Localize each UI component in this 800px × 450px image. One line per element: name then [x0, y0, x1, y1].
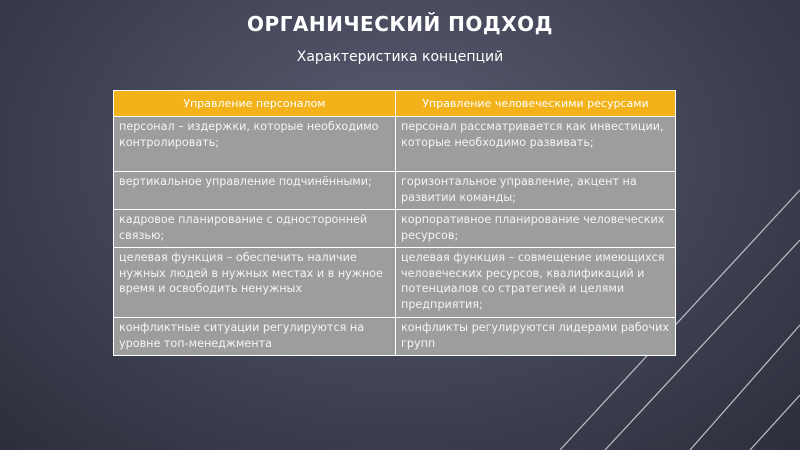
table-cell: персонал – издержки, которые необходимо контролировать;	[114, 117, 396, 172]
slide-subtitle: Характеристика концепций	[296, 49, 504, 65]
table-row	[114, 210, 676, 248]
table-cell: вертикальное управление подчинёнными;	[114, 172, 396, 210]
header-personnel-management: Управление персоналом	[114, 91, 396, 117]
table-cell: горизонтальное управление, акцент на развитии команды;	[396, 172, 676, 210]
table-cell: целевая функция – совмещение имеющихся человеческих ресурсов, квалификаций и потенциалов со стратегией и целями предприятия;	[396, 248, 676, 318]
table-row	[114, 248, 676, 318]
table-header-row	[114, 91, 676, 117]
table-row	[114, 172, 676, 210]
table-cell: персонал рассматривается как инвестиции, которые необходимо развивать;	[396, 117, 676, 172]
concepts-table	[113, 90, 676, 356]
table-cell: корпоративное планирование человеческих ресурсов;	[396, 210, 676, 248]
table-cell: конфликтные ситуации регулируются на уровне топ-менеджмента	[114, 318, 396, 356]
table-row	[114, 318, 676, 356]
table-cell: кадровое планирование с односторонней связью;	[114, 210, 396, 248]
table-cell: целевая функция – обеспечить наличие нужных людей в нужных местах и в нужное время и освободить ненужных	[114, 248, 396, 318]
table-row	[114, 117, 676, 172]
header-hr-management: Управление человеческими ресурсами	[396, 91, 676, 117]
table-cell: конфликты регулируются лидерами рабочих групп	[396, 318, 676, 356]
slide-title: ОРГАНИЧЕСКИЙ ПОДХОД	[247, 12, 553, 36]
